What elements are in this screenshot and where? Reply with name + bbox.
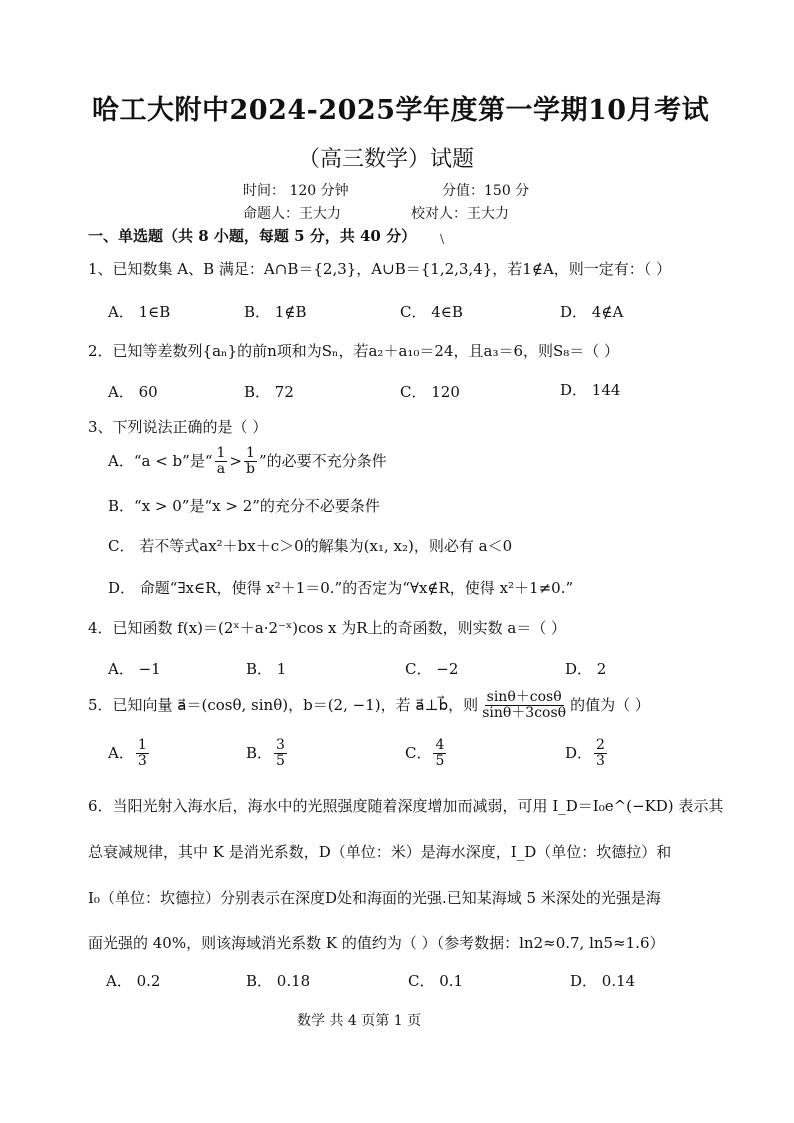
question-6-option-a: A． 0.2 bbox=[106, 972, 161, 990]
question-3-stem: 3、下列说法正确的是（ ） bbox=[88, 418, 268, 436]
fraction-numerator: 1 bbox=[246, 445, 255, 461]
option-label: B． bbox=[246, 743, 273, 762]
exam-author: 命题人：王大力 bbox=[243, 206, 341, 222]
option-label: C． bbox=[405, 743, 432, 762]
fraction-denominator: a bbox=[216, 461, 226, 478]
option-fraction bbox=[274, 738, 287, 770]
fraction-1-over-a bbox=[215, 446, 228, 478]
question-4-option-a: A． −1 bbox=[108, 660, 161, 678]
option-label: A． bbox=[108, 743, 134, 762]
fraction-numerator: 2 bbox=[596, 737, 605, 753]
question-6-option-c: C． 0.1 bbox=[408, 972, 464, 990]
question-1-stem: 1、已知数集 A、B 满足：A∩B＝{2,3}，A∪B＝{1,2,3,4}，若1∉A，则一定有：（ ） bbox=[88, 260, 672, 278]
fraction-denominator: 5 bbox=[276, 753, 285, 770]
question-1-option-d: D． 4∉A bbox=[560, 303, 624, 321]
fraction-numerator: 4 bbox=[435, 737, 445, 753]
fraction-1-over-b bbox=[244, 446, 257, 478]
question-3-option-a-post: ”的必要不充分条件 bbox=[258, 451, 387, 470]
question-1-option-a: A． 1∈B bbox=[108, 303, 171, 321]
question-4-stem: 4．已知函数 f(x)＝(2ˣ＋a·2⁻ˣ)cos x 为R上的奇函数，则实数 a＝（ ） bbox=[88, 619, 567, 637]
question-2-option-d: D． 144 bbox=[560, 381, 621, 399]
question-4-option-b: B． 1 bbox=[246, 660, 287, 678]
question-5-option-d bbox=[565, 738, 609, 770]
fraction-numerator: sinθ＋cosθ bbox=[486, 689, 562, 705]
question-1-option-b: B． 1∉B bbox=[244, 303, 307, 321]
section-heading: 一、单选题（共 8 小题，每题 5 分，共 40 分） bbox=[88, 227, 417, 245]
question-2-option-b: B． 72 bbox=[244, 383, 294, 401]
fraction-denominator: b bbox=[246, 461, 255, 478]
question-5-option-a bbox=[108, 738, 151, 770]
question-3-option-c: C． 若不等式ax²＋bx＋c＞0的解集为(x₁, x₂)，则必有 a＜0 bbox=[108, 537, 513, 555]
stray-mark: \ bbox=[440, 232, 445, 246]
question-2-option-a: A． 60 bbox=[108, 383, 158, 401]
fraction-numerator: 3 bbox=[276, 737, 285, 753]
question-4-option-c: C． −2 bbox=[405, 660, 459, 678]
exam-subtitle: （高三数学）试题 bbox=[298, 147, 475, 172]
question-4-option-d: D． 2 bbox=[565, 660, 607, 678]
exam-score: 分值：150 分 bbox=[442, 183, 530, 199]
question-1-option-c: C． 4∈B bbox=[400, 303, 463, 321]
fraction-denominator: sinθ＋3cosθ bbox=[482, 705, 567, 722]
question-5-option-c bbox=[405, 738, 448, 770]
exam-time: 时间： 120 分钟 bbox=[243, 183, 349, 199]
exam-title: 哈工大附中2024-2025学年度第一学期10月考试 bbox=[92, 95, 710, 126]
question-3-option-d: D． 命题“∃x∈R，使得 x²＋1＝0.”的否定为“∀x∉R，使得 x²＋1≠0.” bbox=[108, 579, 574, 597]
page-footer: 数学 共 4 页第 1 页 bbox=[297, 1013, 422, 1029]
question-2-option-c: C． 120 bbox=[400, 383, 460, 401]
fraction-denominator: 3 bbox=[596, 753, 605, 770]
fraction-denominator: 3 bbox=[137, 753, 147, 770]
question-5-option-b bbox=[246, 738, 289, 770]
question-5-ratio-fraction bbox=[480, 690, 568, 722]
question-5-stem-post: 的值为（ ） bbox=[570, 695, 650, 714]
question-6-option-b: B． 0.18 bbox=[246, 972, 311, 990]
fraction-numerator: 1 bbox=[137, 737, 147, 753]
option-fraction bbox=[136, 738, 149, 770]
question-6-option-d: D． 0.14 bbox=[570, 972, 636, 990]
question-6-line-3: I₀（单位：坎德拉）分别表示在深度D处和海面的光强.已知某海域 5 米深处的光强是海 bbox=[88, 889, 661, 907]
question-2-stem: 2．已知等差数列{aₙ}的前n项和为Sₙ，若a₂＋a₁₀＝24，且a₃＝6，则S₈＝（ ） bbox=[88, 342, 620, 360]
question-3-option-a bbox=[108, 446, 387, 478]
question-5-stem-pre: 5．已知向量 a⃗＝(cosθ, sinθ)，b＝(2, −1)，若 a⃗⊥b⃗，则 bbox=[88, 695, 479, 714]
question-6-line-1: 6．当阳光射入海水后，海水中的光照强度随着深度增加而减弱，可用 I_D＝I₀e^(−KD) 表示其 bbox=[88, 797, 724, 815]
greater-than-sign: > bbox=[229, 451, 242, 470]
question-3-option-b: B．“x > 0”是“x > 2”的充分不必要条件 bbox=[108, 497, 380, 515]
question-3-option-a-pre: A．“a < b”是“ bbox=[108, 451, 213, 470]
question-6-line-2: 总衰减规律，其中 K 是消光系数，D（单位：米）是海水深度，I_D（单位：坎德拉）和 bbox=[88, 843, 672, 861]
question-5-stem bbox=[88, 690, 650, 722]
exam-reviewer: 校对人：王大力 bbox=[411, 206, 509, 222]
option-label: D． bbox=[565, 743, 593, 762]
fraction-denominator: 5 bbox=[435, 753, 445, 770]
question-6-line-4: 面光强的 40%，则该海域消光系数 K 的值约为（ ）（参考数据：ln2≈0.7, ln5≈1.6） bbox=[88, 934, 665, 952]
option-fraction bbox=[594, 738, 607, 770]
option-fraction bbox=[433, 738, 446, 770]
fraction-numerator: 1 bbox=[216, 445, 226, 461]
